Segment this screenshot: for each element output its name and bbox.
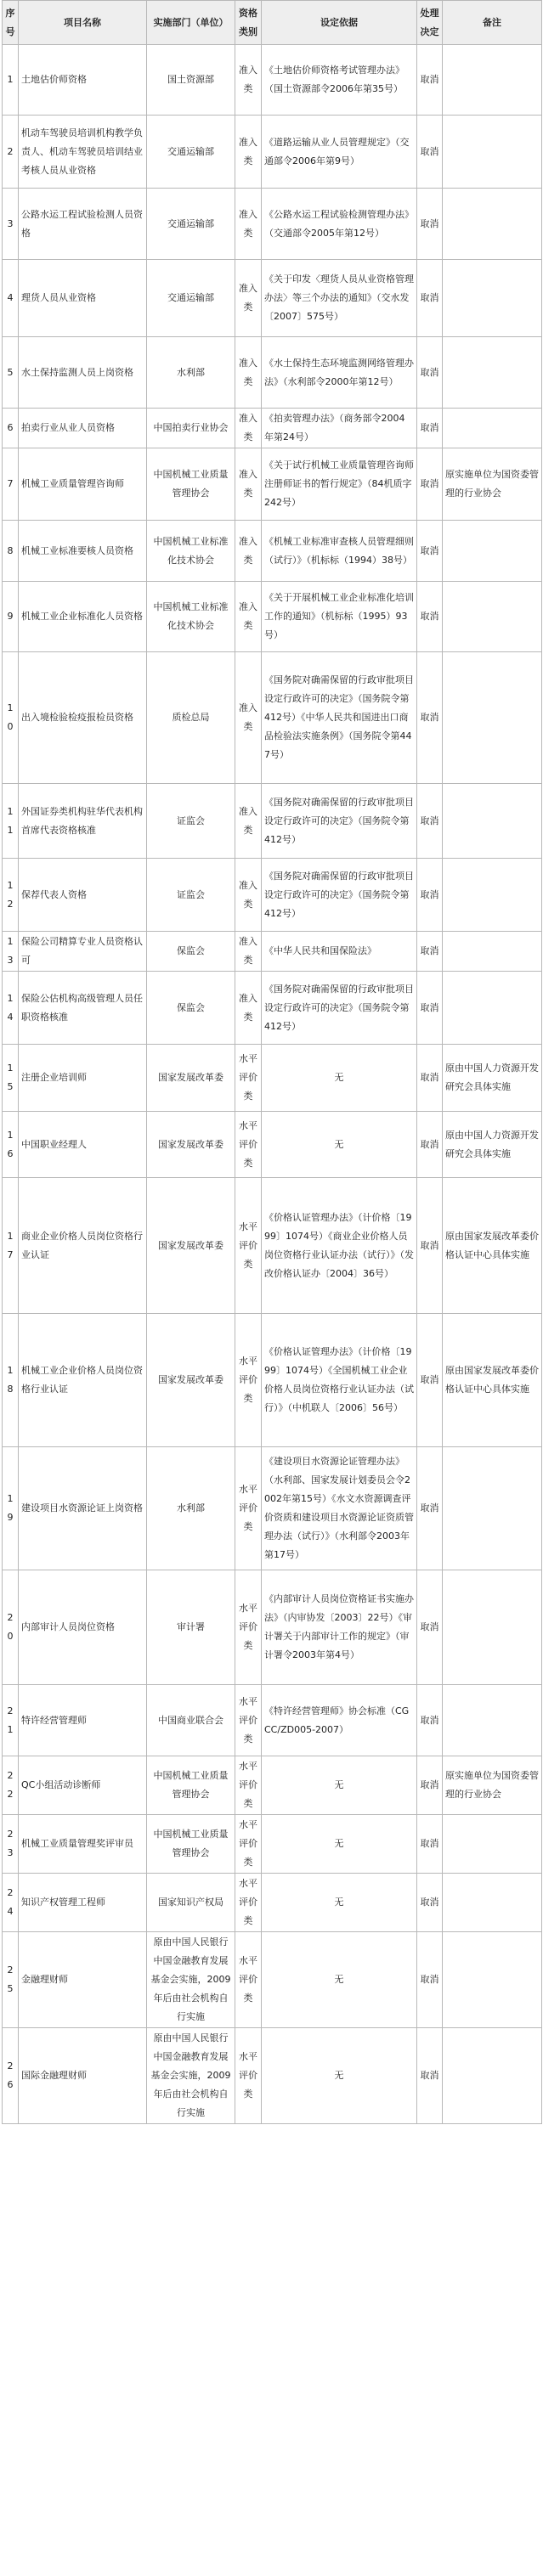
- row-category: 准入类: [235, 409, 262, 448]
- row-decision: 取消: [417, 652, 443, 784]
- row-no: 20: [3, 1570, 19, 1685]
- row-dept: 交通运输部: [147, 116, 235, 189]
- header-cat: 资格类别: [235, 1, 262, 45]
- row-decision: 取消: [417, 1570, 443, 1685]
- row-decision: 取消: [417, 409, 443, 448]
- row-category: 水平评价类: [235, 1815, 262, 1874]
- row-note: [443, 582, 542, 652]
- table-row: [3, 116, 542, 189]
- row-no: 15: [3, 1045, 19, 1112]
- row-category: 准入类: [235, 652, 262, 784]
- row-no: 8: [3, 521, 19, 582]
- row-note: [443, 116, 542, 189]
- row-basis: 无: [262, 1932, 417, 2028]
- row-name: 保荐代表人资格: [19, 859, 147, 932]
- row-category: 水平评价类: [235, 1447, 262, 1570]
- row-name: 注册企业培训师: [19, 1045, 147, 1112]
- row-dept: 保监会: [147, 972, 235, 1045]
- row-basis: 《关于试行机械工业质量管理咨询师注册师证书的暂行规定》（84机质字242号）: [262, 448, 417, 521]
- row-name: 金融理财师: [19, 1932, 147, 2028]
- row-decision: 取消: [417, 116, 443, 189]
- row-basis: 《价格认证管理办法》（计价格〔1999〕1074号）《商业企业价格人员岗位资格行业认证办法（试行）》（发改价格认证办〔2004〕36号）: [262, 1178, 417, 1314]
- row-note: 原由国家发展改革委价格认证中心具体实施: [443, 1314, 542, 1447]
- row-dept: 中国机械工业标准化技术协会: [147, 582, 235, 652]
- row-name: 外国证券类机构驻华代表机构首席代表资格核准: [19, 784, 147, 859]
- header-dept: 实施部门（单位）: [147, 1, 235, 45]
- row-name: 建设项目水资源论证上岗资格: [19, 1447, 147, 1570]
- row-no: 26: [3, 2028, 19, 2124]
- row-decision: 取消: [417, 260, 443, 337]
- row-no: 9: [3, 582, 19, 652]
- row-category: 准入类: [235, 45, 262, 116]
- row-dept: 国家发展改革委: [147, 1045, 235, 1112]
- row-basis: 《土地估价师资格考试管理办法》（国土资源部令2006年第35号）: [262, 45, 417, 116]
- row-decision: 取消: [417, 45, 443, 116]
- row-dept: 证监会: [147, 859, 235, 932]
- row-category: 水平评价类: [235, 1685, 262, 1756]
- row-dept: 中国机械工业质量管理协会: [147, 1756, 235, 1815]
- table-row: [3, 45, 542, 116]
- row-name: 内部审计人员岗位资格: [19, 1570, 147, 1685]
- row-note: [443, 859, 542, 932]
- row-dept: 中国拍卖行业协会: [147, 409, 235, 448]
- row-basis: 《道路运输从业人员管理规定》（交通部令2006年第9号）: [262, 116, 417, 189]
- row-category: 准入类: [235, 448, 262, 521]
- row-no: 12: [3, 859, 19, 932]
- row-dept: 水利部: [147, 337, 235, 409]
- row-no: 14: [3, 972, 19, 1045]
- row-name: 水土保持监测人员上岗资格: [19, 337, 147, 409]
- row-no: 25: [3, 1932, 19, 2028]
- row-basis: 无: [262, 1756, 417, 1815]
- row-basis: 《关于开展机械工业企业标准化培训工作的通知》（机标标（1995）93号）: [262, 582, 417, 652]
- row-dept: 中国机械工业质量管理协会: [147, 448, 235, 521]
- row-name: 土地估价师资格: [19, 45, 147, 116]
- row-note: [443, 1874, 542, 1932]
- row-decision: 取消: [417, 521, 443, 582]
- row-basis: 无: [262, 1874, 417, 1932]
- header-note: 备注: [443, 1, 542, 45]
- row-category: 准入类: [235, 189, 262, 260]
- row-category: 水平评价类: [235, 1570, 262, 1685]
- row-decision: 取消: [417, 582, 443, 652]
- row-dept: 国家发展改革委: [147, 1112, 235, 1178]
- row-dept: 国土资源部: [147, 45, 235, 116]
- table-row: [3, 1570, 542, 1685]
- row-decision: 取消: [417, 1112, 443, 1178]
- row-basis: 《公路水运工程试验检测管理办法》（交通部令2005年第12号）: [262, 189, 417, 260]
- row-decision: 取消: [417, 972, 443, 1045]
- row-no: 6: [3, 409, 19, 448]
- row-no: 19: [3, 1447, 19, 1570]
- row-dept: 原由中国人民银行中国金融教育发展基金会实施，2009年后由社会机构自行实施: [147, 1932, 235, 2028]
- row-dept: 中国机械工业质量管理协会: [147, 1815, 235, 1874]
- header-row: [3, 1, 542, 45]
- row-name: 理货人员从业资格: [19, 260, 147, 337]
- row-no: 22: [3, 1756, 19, 1815]
- row-category: 准入类: [235, 582, 262, 652]
- row-dept: 保监会: [147, 932, 235, 972]
- row-note: 原实施单位为国资委管理的行业协会: [443, 1756, 542, 1815]
- row-decision: 取消: [417, 1314, 443, 1447]
- row-decision: 取消: [417, 1932, 443, 2028]
- row-note: [443, 652, 542, 784]
- row-no: 7: [3, 448, 19, 521]
- table-row: [3, 1815, 542, 1874]
- row-category: 水平评价类: [235, 1874, 262, 1932]
- row-note: 原由国家发展改革委价格认证中心具体实施: [443, 1178, 542, 1314]
- row-no: 5: [3, 337, 19, 409]
- row-note: [443, 260, 542, 337]
- row-decision: 取消: [417, 2028, 443, 2124]
- table-row: [3, 260, 542, 337]
- row-decision: 取消: [417, 1815, 443, 1874]
- row-basis: 无: [262, 1815, 417, 1874]
- row-no: 24: [3, 1874, 19, 1932]
- table-row: [3, 337, 542, 409]
- header-basis: 设定依据: [262, 1, 417, 45]
- table-row: [3, 448, 542, 521]
- row-no: 16: [3, 1112, 19, 1178]
- row-category: 水平评价类: [235, 1112, 262, 1178]
- row-note: [443, 189, 542, 260]
- row-dept: 质检总局: [147, 652, 235, 784]
- table-row: [3, 1756, 542, 1815]
- row-note: [443, 409, 542, 448]
- row-category: 准入类: [235, 337, 262, 409]
- row-category: 水平评价类: [235, 1178, 262, 1314]
- row-category: 准入类: [235, 972, 262, 1045]
- row-note: 原实施单位为国资委管理的行业协会: [443, 448, 542, 521]
- table-row: [3, 1874, 542, 1932]
- row-note: [443, 2028, 542, 2124]
- row-no: 21: [3, 1685, 19, 1756]
- row-decision: 取消: [417, 1756, 443, 1815]
- row-no: 11: [3, 784, 19, 859]
- row-basis: 《价格认证管理办法》（计价格〔1999〕1074号）《全国机械工业企业价格人员岗位资格行业认证办法（试行）》（中机联人〔2006〕56号）: [262, 1314, 417, 1447]
- row-note: [443, 1815, 542, 1874]
- row-category: 水平评价类: [235, 1314, 262, 1447]
- row-basis: 《内部审计人员岗位资格证书实施办法》（内审协发〔2003〕22号）《审计署关于内部审计工作的规定》（审计署令2003年第4号）: [262, 1570, 417, 1685]
- row-note: [443, 1685, 542, 1756]
- row-dept: 中国商业联合会: [147, 1685, 235, 1756]
- row-name: 中国职业经理人: [19, 1112, 147, 1178]
- table-row: [3, 859, 542, 932]
- row-category: 水平评价类: [235, 2028, 262, 2124]
- row-basis: 无: [262, 1045, 417, 1112]
- row-name: 机械工业质量管理奖评审员: [19, 1815, 147, 1874]
- row-dept: 国家发展改革委: [147, 1178, 235, 1314]
- row-name: 出入境检验检疫报检员资格: [19, 652, 147, 784]
- table-row: [3, 1932, 542, 2028]
- table-row: [3, 2028, 542, 2124]
- row-name: 机械工业企业价格人员岗位资格行业认证: [19, 1314, 147, 1447]
- row-no: 2: [3, 116, 19, 189]
- row-name: 拍卖行业从业人员资格: [19, 409, 147, 448]
- row-no: 13: [3, 932, 19, 972]
- row-note: 原由中国人力资源开发研究会具体实施: [443, 1045, 542, 1112]
- row-note: [443, 1447, 542, 1570]
- table-row: [3, 932, 542, 972]
- row-name: 机械工业质量管理咨询师: [19, 448, 147, 521]
- row-decision: 取消: [417, 1874, 443, 1932]
- row-category: 准入类: [235, 932, 262, 972]
- row-decision: 取消: [417, 859, 443, 932]
- row-category: 水平评价类: [235, 1045, 262, 1112]
- row-no: 4: [3, 260, 19, 337]
- row-no: 17: [3, 1178, 19, 1314]
- row-dept: 国家发展改革委: [147, 1314, 235, 1447]
- table-row: [3, 972, 542, 1045]
- row-name: QC小组活动诊断师: [19, 1756, 147, 1815]
- row-name: 机械工业企业标准化人员资格: [19, 582, 147, 652]
- row-category: 准入类: [235, 784, 262, 859]
- row-no: 18: [3, 1314, 19, 1447]
- row-note: [443, 45, 542, 116]
- row-dept: 水利部: [147, 1447, 235, 1570]
- row-dept: 审计署: [147, 1570, 235, 1685]
- table-row: [3, 1685, 542, 1756]
- row-name: 国际金融理财师: [19, 2028, 147, 2124]
- table-row: [3, 582, 542, 652]
- row-no: 1: [3, 45, 19, 116]
- header-name: 项目名称: [19, 1, 147, 45]
- row-dept: 交通运输部: [147, 260, 235, 337]
- table-row: [3, 1112, 542, 1178]
- row-basis: 无: [262, 1112, 417, 1178]
- row-basis: 《国务院对确需保留的行政审批项目设定行政许可的决定》（国务院令第412号）: [262, 859, 417, 932]
- row-category: 准入类: [235, 116, 262, 189]
- row-basis: 《中华人民共和国保险法》: [262, 932, 417, 972]
- table-row: [3, 1314, 542, 1447]
- row-category: 准入类: [235, 859, 262, 932]
- row-basis: 《拍卖管理办法》（商务部令2004年第24号）: [262, 409, 417, 448]
- row-no: 3: [3, 189, 19, 260]
- row-category: 水平评价类: [235, 1932, 262, 2028]
- table-row: [3, 784, 542, 859]
- row-decision: 取消: [417, 1685, 443, 1756]
- row-basis: 《国务院对确需保留的行政审批项目设定行政许可的决定》（国务院令第412号）: [262, 972, 417, 1045]
- row-basis: 《机械工业标准审查核人员管理细则（试行）》（机标标（1994）38号）: [262, 521, 417, 582]
- row-name: 机动车驾驶员培训机构教学负责人、机动车驾驶员培训结业考核人员从业资格: [19, 116, 147, 189]
- row-basis: 《国务院对确需保留的行政审批项目设定行政许可的决定》（国务院令第412号）《中华人民共和国进出口商品检验法实施条例》（国务院令第447号）: [262, 652, 417, 784]
- table-row: [3, 652, 542, 784]
- row-decision: 取消: [417, 1447, 443, 1570]
- row-decision: 取消: [417, 337, 443, 409]
- row-dept: 证监会: [147, 784, 235, 859]
- row-basis: 《建设项目水资源论证管理办法》（水利部、国家发展计划委员会令2002年第15号）《水文水资源调查评价资质和建设项目水资源论证资质管理办法（试行）》（水利部令2003年第17号）: [262, 1447, 417, 1570]
- row-name: 公路水运工程试验检测人员资格: [19, 189, 147, 260]
- row-name: 保险公司精算专业人员资格认可: [19, 932, 147, 972]
- row-basis: 《关于印发〈理货人员从业资格管理办法〉等三个办法的通知》（交水发〔2007〕575号）: [262, 260, 417, 337]
- row-name: 机械工业标准要核人员资格: [19, 521, 147, 582]
- row-decision: 取消: [417, 448, 443, 521]
- row-category: 准入类: [235, 260, 262, 337]
- row-note: [443, 521, 542, 582]
- row-basis: 无: [262, 2028, 417, 2124]
- row-note: [443, 784, 542, 859]
- header-dec: 处理决定: [417, 1, 443, 45]
- row-basis: 《国务院对确需保留的行政审批项目设定行政许可的决定》（国务院令第412号）: [262, 784, 417, 859]
- row-name: 特许经营管理师: [19, 1685, 147, 1756]
- row-note: [443, 972, 542, 1045]
- row-dept: 原由中国人民银行中国金融教育发展基金会实施，2009年后由社会机构自行实施: [147, 2028, 235, 2124]
- row-name: 保险公估机构高级管理人员任职资格核准: [19, 972, 147, 1045]
- row-decision: 取消: [417, 189, 443, 260]
- row-basis: 《水土保持生态环境监测网络管理办法》（水利部令2000年第12号）: [262, 337, 417, 409]
- row-note: [443, 1570, 542, 1685]
- row-dept: 交通运输部: [147, 189, 235, 260]
- row-decision: 取消: [417, 784, 443, 859]
- row-note: 原由中国人力资源开发研究会具体实施: [443, 1112, 542, 1178]
- table-row: [3, 1447, 542, 1570]
- row-name: 商业企业价格人员岗位资格行业认证: [19, 1178, 147, 1314]
- table-row: [3, 1178, 542, 1314]
- header-no: 序号: [3, 1, 19, 45]
- qualification-table: [2, 0, 542, 2124]
- row-no: 10: [3, 652, 19, 784]
- table-row: [3, 409, 542, 448]
- row-dept: 中国机械工业标准化技术协会: [147, 521, 235, 582]
- table-row: [3, 521, 542, 582]
- row-note: [443, 337, 542, 409]
- row-category: 准入类: [235, 521, 262, 582]
- table-row: [3, 189, 542, 260]
- row-no: 23: [3, 1815, 19, 1874]
- table-row: [3, 1045, 542, 1112]
- row-decision: 取消: [417, 1178, 443, 1314]
- row-decision: 取消: [417, 1045, 443, 1112]
- row-dept: 国家知识产权局: [147, 1874, 235, 1932]
- table-body: [3, 45, 542, 2124]
- row-basis: 《特许经营管理师》协会标准（CGCC/ZD005-2007）: [262, 1685, 417, 1756]
- row-note: [443, 1932, 542, 2028]
- table-header: [3, 1, 542, 45]
- row-name: 知识产权管理工程师: [19, 1874, 147, 1932]
- row-category: 水平评价类: [235, 1756, 262, 1815]
- row-decision: 取消: [417, 932, 443, 972]
- row-note: [443, 932, 542, 972]
